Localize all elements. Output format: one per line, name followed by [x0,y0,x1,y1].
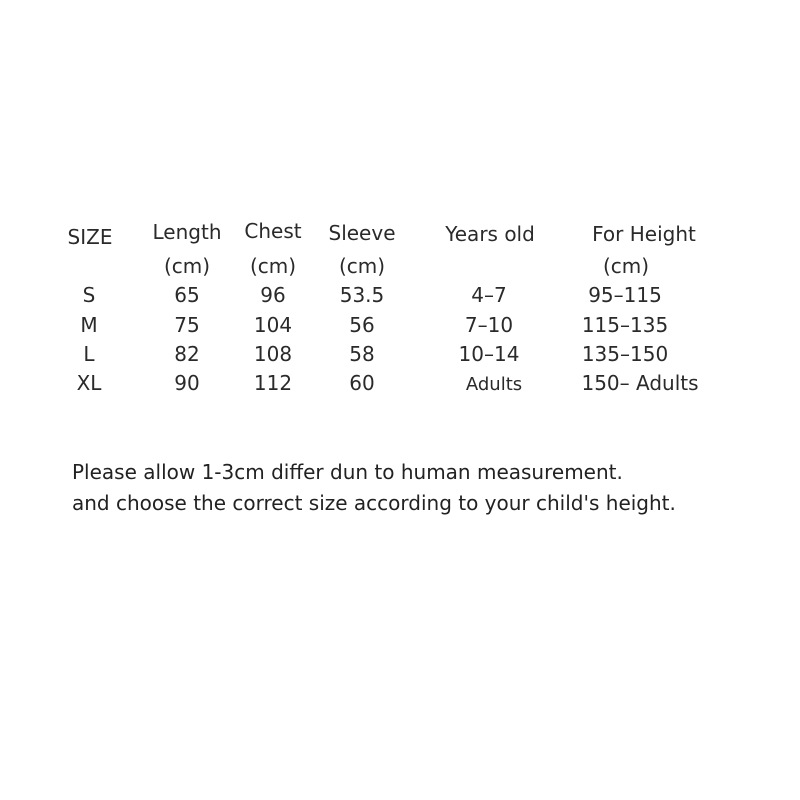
row-chest: 96 [260,283,286,307]
row-chest: 108 [253,342,293,366]
header-for-height: For Height [592,222,696,246]
row-height: 115–135 [581,313,669,337]
row-sleeve: 56 [349,313,375,337]
row-sleeve: 53.5 [339,283,385,307]
row-size: M [80,313,98,337]
row-length: 75 [174,313,200,337]
row-height: 95–115 [588,283,662,307]
row-years: 7–10 [464,313,514,337]
row-chest: 112 [253,371,293,395]
row-length: 65 [174,283,200,307]
row-size: L [83,342,95,366]
row-years: 10–14 [458,342,520,366]
row-chest: 104 [253,313,293,337]
unit-sleeve: (cm) [338,254,386,278]
header-length: Length [152,220,222,244]
header-size: SIZE [67,225,113,249]
header-years-old: Years old [445,222,535,246]
row-length: 82 [174,342,200,366]
row-height: 135–150 [581,342,669,366]
row-size: XL [76,371,102,395]
unit-height: (cm) [602,254,650,278]
note-line: and choose the correct size according to your child's height. [72,491,676,515]
row-height: 150– Adults [581,371,699,395]
unit-length: (cm) [163,254,211,278]
header-chest: Chest [244,219,302,243]
row-length: 90 [174,371,200,395]
row-sleeve: 60 [349,371,375,395]
row-years: 4–7 [471,283,507,307]
row-size: S [82,283,96,307]
unit-chest: (cm) [249,254,297,278]
note-line: Please allow 1-3cm differ dun to human measurement. [72,460,623,484]
header-sleeve: Sleeve [328,221,396,245]
row-sleeve: 58 [349,342,375,366]
row-years: Adults [465,374,523,395]
